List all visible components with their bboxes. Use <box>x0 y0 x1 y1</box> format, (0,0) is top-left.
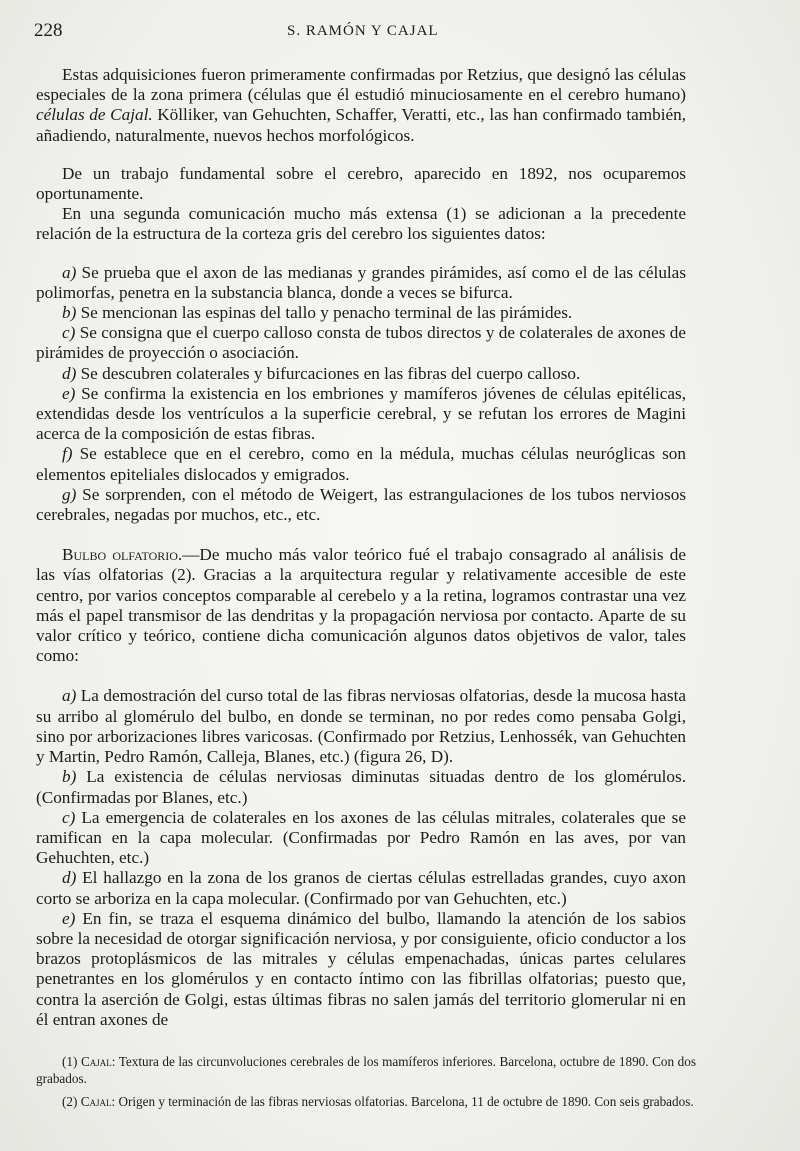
list-item <box>36 303 686 323</box>
emphasis-term: células de Cajal. <box>36 105 153 125</box>
section-heading: Bulbo olfatorio. <box>62 545 183 565</box>
list-item <box>36 444 686 484</box>
list-item-text: Se prueba que el axon de las medianas y grandes pirámides, así como el de las células polimorfas, penetra en la substancia blanca, donde a veces se bifurca. <box>36 262 687 302</box>
paragraph <box>36 65 686 146</box>
list-marker: a) <box>62 262 77 282</box>
list-marker: d) <box>62 363 77 383</box>
list-item-text: Se consigna que el cuerpo calloso consta de tubos directos y de colaterales de axones de pirámides de proyección o asociación. <box>36 323 686 363</box>
paragraph-text: Estas adquisiciones fueron primeramente confirmadas por Retzius, que designó las células especiales de la zona primera (células que él estudió minuciosamente en el cerebro humano) <box>36 65 686 105</box>
page-header <box>34 20 764 50</box>
list-item-text: La emergencia de colaterales en los axones de las células mitrales, colaterales que se ramifican en la capa molecular. (Confirmadas por Pedro Ramón en las aves, por van Gehuchten, etc.) <box>36 807 686 868</box>
page-number: 228 <box>34 20 63 41</box>
list-item <box>36 868 686 908</box>
findings-list-olfactory <box>36 686 686 1029</box>
list-item <box>36 485 686 525</box>
list-item-text: Se confirma la existencia en los embriones y mamíferos jóvenes de células epitélicas, extendidas desde los ventrículos a la superficie cerebral, y se refutan los errores de Magini acerca de la composición de estas fibras. <box>36 383 687 444</box>
footnote-number: (1) <box>62 1054 78 1069</box>
list-item-text: El hallazgo en la zona de los granos de ciertas células estrelladas grandes, cuyo axon corto se arboriza en la capa molecular. (Confirmado por van Gehuchten, etc.) <box>36 868 686 908</box>
list-item <box>36 767 686 807</box>
list-marker: d) <box>62 868 77 888</box>
list-item <box>36 263 686 303</box>
list-item <box>36 808 686 869</box>
list-item <box>36 384 686 445</box>
list-marker: g) <box>62 484 77 504</box>
list-item-text: Se descubren colaterales y bifurcaciones en las fibras del cuerpo calloso. <box>80 363 581 383</box>
findings-list-cortex <box>36 263 686 526</box>
section-paragraph-bulbo-olfatorio <box>36 545 686 666</box>
list-item-text: Se sorprenden, con el método de Weigert, las estrangulaciones de los tubos nerviosos cerebrales, negadas por muchos, etc., etc. <box>36 484 687 525</box>
list-marker: e) <box>62 383 76 403</box>
list-item <box>36 686 686 767</box>
paragraph: De un trabajo fundamental sobre el cerebro, aparecido en 1892, nos ocuparemos oportunamente. <box>36 163 686 204</box>
footnote <box>36 1093 696 1110</box>
paragraph-text: —De mucho más valor teórico fué el trabajo consagrado al análisis de las vías olfatorias (2). Gracias a la arquitectura regular y relativamente accesible de este centro, por varios conceptos comparable al cerebelo y a la retina, logramos contrastar una vez más el papel transmisor de las dendritas y la propagación nerviosa por contacto. Aparte de su valor crítico y teórico, contiene dicha comunicación algunos datos objetivos de valor, tales como: <box>36 545 686 666</box>
list-item-text: La demostración del curso total de las fibras nerviosas olfatorias, desde la mucosa hasta su arribo al glomérulo del bulbo, en donde se terminan, no por redes como pensaba Golgi, sino por arborizaciones libres varicosas. (Confirmado por Retzius, Lenhossék, van Gehuchten y Martin, Pedro Ramón, Calleja, Blanes, etc.) (figura 26, D). <box>36 686 686 767</box>
list-item <box>36 364 686 384</box>
body-text <box>36 65 686 1030</box>
list-item <box>36 323 686 363</box>
list-marker: b) <box>62 767 77 787</box>
list-marker: f) <box>62 444 73 464</box>
list-item-text: Se mencionan las espinas del tallo y penacho terminal de las pirámides. <box>80 303 573 323</box>
footnote-number: (2) <box>62 1094 78 1109</box>
list-item <box>36 909 686 1030</box>
footnote-author: Cajal: <box>80 1054 116 1069</box>
list-marker: c) <box>62 807 76 827</box>
list-item-text: En fin, se traza el esquema dinámico del bulbo, llamando la atención de los sabios sobre la necesidad de otorgar significación nerviosa, y por consiguiente, oficio conductor a los brazos protoplásmicos de las mitrales y células empenachadas, únicas partes celulares penetrantes en los glomérulos y en contacto íntimo con las fibrillas olfatorias; puesto que, contra la aserción de Golgi, estas últimas fibras no salen jamás del territorio glomerular ni en él entran axones de <box>36 908 686 1029</box>
list-marker: c) <box>62 323 76 343</box>
footnotes <box>36 1053 696 1116</box>
footnote <box>36 1053 696 1087</box>
list-item-text: Se establece que en el cerebro, como en la médula, muchas células neuróglicas son elementos epiteliales dislocados y emigrados. <box>36 444 686 484</box>
footnote-author: Cajal: <box>80 1094 116 1109</box>
list-marker: a) <box>62 686 77 706</box>
paragraph: En una segunda comunicación mucho más extensa (1) se adicionan a la precedente relación de la estructura de la corteza gris del cerebro los siguientes datos: <box>36 204 686 244</box>
list-marker: b) <box>62 303 77 323</box>
running-head: S. RAMÓN Y CAJAL <box>287 23 439 39</box>
footnote-text: Textura de las circunvoluciones cerebrales de los mamíferos inferiores. Barcelona, octubre de 1890. Con dos grabados. <box>36 1054 696 1086</box>
paragraph-text: Kölliker, van Gehuchten, Schaffer, Veratti, etc., las han confirmado también, añadiendo, naturalmente, nuevos hechos morfológicos. <box>36 105 686 145</box>
footnote-text: Origen y terminación de las fibras nerviosas olfatorias. Barcelona, 11 de octubre de 1890. Con seis grabados. <box>115 1094 694 1109</box>
list-item-text: La existencia de células nerviosas diminutas situadas dentro de los glomérulos. (Confirmadas por Blanes, etc.) <box>36 767 687 807</box>
list-marker: e) <box>62 908 76 928</box>
